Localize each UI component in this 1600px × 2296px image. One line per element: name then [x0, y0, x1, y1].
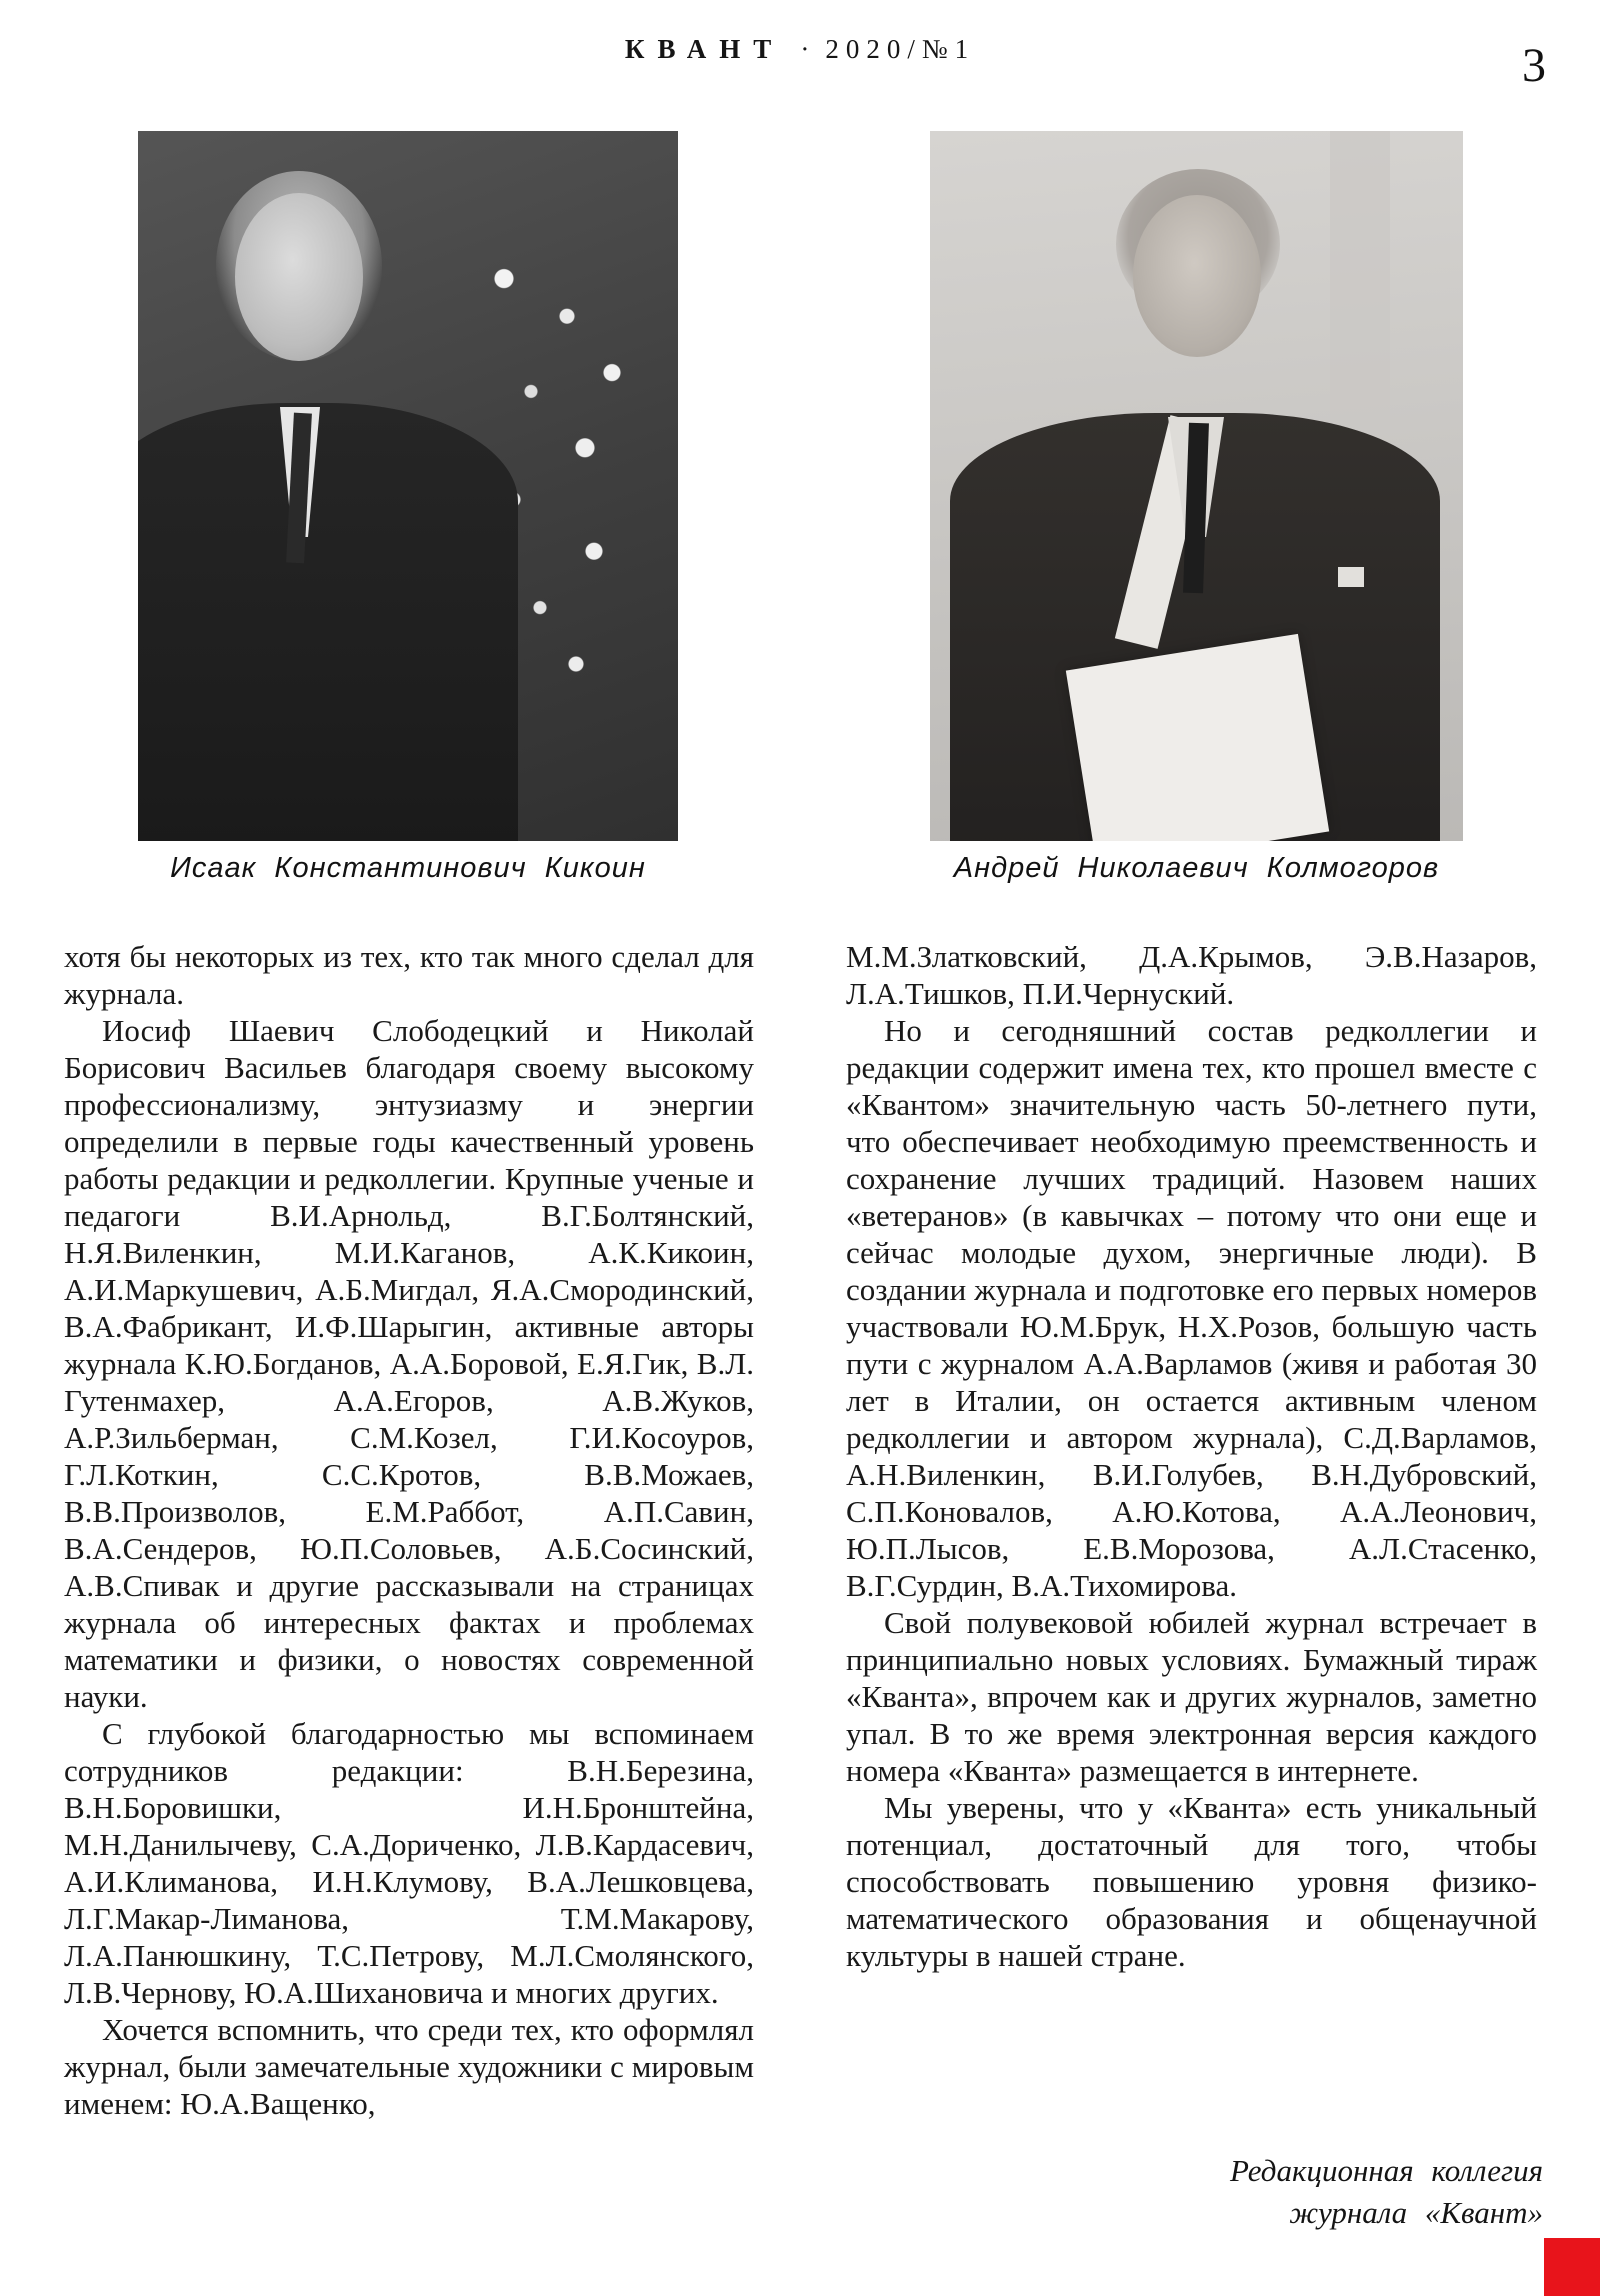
paragraph: М.М.Златковский, Д.А.Крымов, Э.В.Назаров, Л.А.Тишков, П.И.Чернуский.: [846, 939, 1537, 1011]
caption-kikoin: Исаак Константинович Кикоин: [170, 852, 646, 884]
paragraph: хотя бы некоторых из тех, кто так много сделал для журнала.: [64, 939, 754, 1011]
red-corner-square: [1544, 2238, 1600, 2296]
kolmogorov-face-shape: [1133, 195, 1261, 357]
page-header: [0, 34, 1600, 65]
paragraph: С глубокой благодарностью мы вспоминаем сотрудников редакции: В.Н.Березина, В.Н.Боровишки, И.Н.Бронштейна, М.Н.Данилычеву, С.А.Дориченко, Л.В.Кардасевич, А.И.Климанова, И.Н.Клумову, В.А.Лешковцева, Л.Г.Макар-Лиманова, Т.М.Макарову, Л.А.Панюшкину, Т.С.Петрову, М.Л.Смолянского, Л.В.Чернову, Ю.А.Шихановича и многих других.: [64, 1716, 754, 2010]
paragraph: Мы уверены, что у «Кванта» есть уникальный потенциал, достаточный для того, чтобы способствовать повышению уровня физико-математического образования и общенаучной культуры в нашей стране.: [846, 1790, 1537, 1973]
caption-kolmogorov: Андрей Николаевич Колмогоров: [953, 852, 1440, 884]
kikoin-face-shape: [235, 193, 363, 361]
header-separator-dot: ·: [800, 34, 810, 64]
editorial-signature: [1230, 2150, 1543, 2234]
journal-title: КВАНТ: [624, 34, 785, 64]
paragraph: Но и сегодняшний состав редколлегии и редакции содержит имена тех, кто прошел вместе с «Квантом» значительную часть 50-летнего пути, что обеспечивает необходимую преемственность и сохранение лучших традиций. Назовем наших «ветеранов» (в кавычках – потому что они еще и сейчас молодые духом, энергичные люди). В создании журнала и подготовке его первых номеров участвовали Ю.М.Брук, Н.Х.Розов, большую часть пути с журналом А.А.Варламов (живя и работая 30 лет в Италии, он остается активным членом редколлегии и автором журнала), С.Д.Варламов, А.Н.Виленкин, В.И.Голубев, В.Н.Дубровский, С.П.Коновалов, А.Ю.Котова, А.А.Леонович, Ю.П.Лысов, Е.В.Морозова, А.Л.Стасенко, В.Г.Сурдин, В.А.Тихомирова.: [846, 1013, 1537, 1603]
photo-kikoin: [138, 131, 678, 841]
right-text-column: [846, 938, 1537, 1974]
signature-line-1: Редакционная коллегия: [1229, 2153, 1543, 2188]
paragraph: Хочется вспомнить, что среди тех, кто оформлял журнал, были замечательные художники с мировым именем: Ю.А.Ващенко,: [64, 2012, 754, 2121]
issue-label: 2020/№1: [825, 34, 976, 64]
paragraph: Иосиф Шаевич Слободецкий и Николай Борисович Васильев благодаря своему высокому профессионализму, энтузиазму и энергии определили в первые годы качественный уровень работы редакции и редколлегии. Крупные ученые и педагоги В.И.Арнольд, В.Г.Болтянский, Н.Я.Виленкин, М.И.Каганов, А.К.Кикоин, А.И.Маркушевич, А.Б.Мигдал, Я.А.Смородинский, В.А.Фабрикант, И.Ф.Шарыгин, активные авторы журнала К.Ю.Богданов, А.А.Боровой, Е.Я.Гик, В.Л. Гутенмахер, А.А.Егоров, А.В.Жуков, А.Р.Зильберман, С.М.Козел, Г.И.Косоуров, Г.Л.Коткин, С.С.Кротов, В.В.Можаев, В.В.Произволов, Е.М.Раббот, А.П.Савин, В.А.Сендеров, Ю.П.Соловьев, А.Б.Сосинский, А.В.Спивак и другие рассказывали на страницах журнала об интересных фактах и проблемах математики и физики, о новостях современной науки.: [64, 1013, 754, 1714]
pocket-square-shape: [1338, 567, 1364, 587]
photo-kolmogorov: [930, 131, 1463, 841]
paper-sheet-shape: [1066, 634, 1329, 841]
left-text-column: [64, 938, 754, 2122]
signature-line-2: журнала «Квант»: [1289, 2195, 1543, 2230]
page-number: 3: [1522, 39, 1546, 92]
kikoin-suit-shape: [138, 403, 518, 841]
paragraph: Свой полувековой юбилей журнал встречает в принципиально новых условиях. Бумажный тираж «Кванта», впрочем как и других журналов, заметно упал. В то же время электронная версия каждого номера «Кванта» размещается в интернете.: [846, 1605, 1537, 1788]
